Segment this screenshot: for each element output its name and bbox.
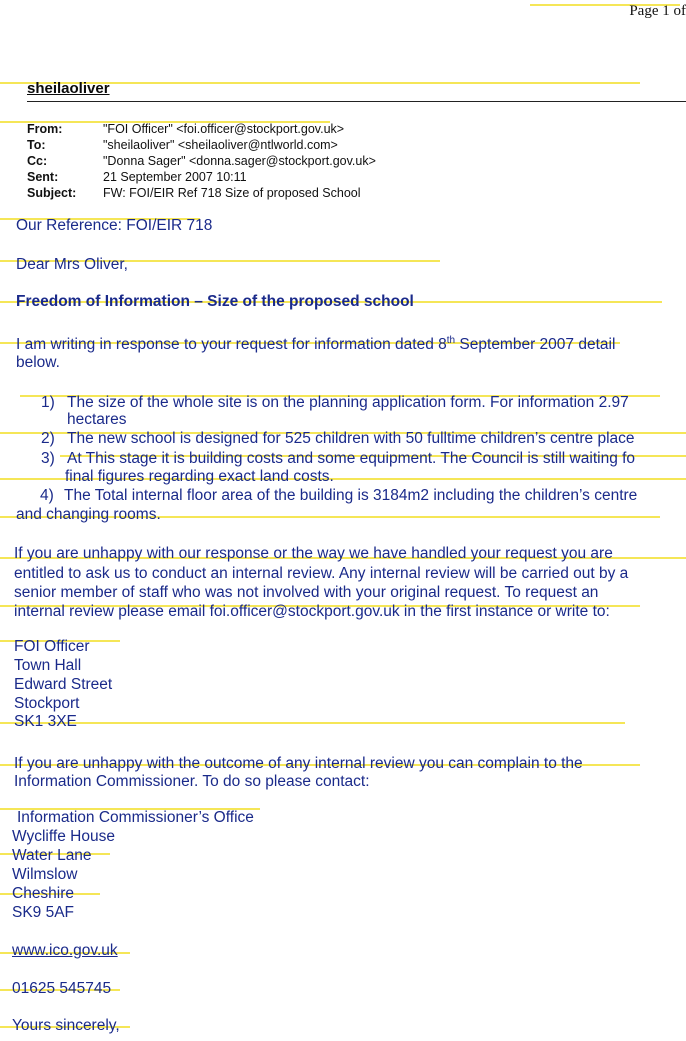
review-line: If you are unhappy with our response or the way we have handled your request you are [14, 545, 613, 562]
list-item-number: 1) [41, 394, 55, 411]
phone-number: 01625 545745 [12, 980, 112, 997]
list-item-number: 4) [40, 487, 54, 504]
complaint-line: If you are unhappy with the outcome of any internal review you can complain to the [14, 755, 583, 772]
to-label: To: [27, 138, 46, 152]
subject-value: FW: FOI/EIR Ref 718 Size of proposed School [103, 186, 361, 200]
review-line: internal review please email foi.officer@stockport.gov.uk in the first instance or write to: [14, 603, 610, 620]
address-line: Water Lane [12, 847, 92, 864]
intro-superscript: th [446, 334, 456, 346]
list-item: At This stage it is building costs and some equipment. The Council is still waiting fo [67, 450, 636, 467]
address-line: SK9 5AF [12, 904, 75, 921]
reference-line: Our Reference: FOI/EIR 718 [16, 217, 213, 234]
intro-line-1 [16, 336, 615, 354]
salutation: Dear Mrs Oliver, [16, 256, 128, 273]
intro-line-2: below. [16, 354, 60, 371]
letter-heading: Freedom of Information – Size of the proposed school [16, 293, 414, 310]
address-line: Stockport [14, 695, 80, 712]
from-label: From: [27, 122, 63, 136]
cc-value: "Donna Sager" <donna.sager@stockport.gov.uk> [103, 154, 376, 168]
list-item-number: 2) [41, 430, 55, 447]
address-line: Edward Street [14, 676, 113, 693]
list-item-continuation: hectares [67, 411, 127, 428]
review-line: senior member of staff who was not involved with your original request. To request an [14, 584, 599, 601]
list-item: The new school is designed for 525 children with 50 fulltime children’s centre place [67, 430, 635, 447]
cc-label: Cc: [27, 154, 48, 168]
address-line: FOI Officer [14, 638, 90, 655]
review-line: entitled to ask us to conduct an internal review. Any internal review will be carried out by a [14, 565, 629, 582]
list-item: The size of the whole site is on the planning application form. For information 2.97 [67, 394, 629, 411]
subject-label: Subject: [27, 186, 77, 200]
intro-text-b: September 2007 detail [455, 336, 616, 353]
header-rule [27, 101, 686, 102]
address-line: Town Hall [14, 657, 82, 674]
sent-value: 21 September 2007 10:11 [103, 170, 247, 184]
sender-name: sheilaoliver [27, 80, 110, 97]
from-value: "FOI Officer" <foi.officer@stockport.gov.uk> [103, 122, 345, 136]
address-line: Wilmslow [12, 866, 78, 883]
intro-text-a: I am writing in response to your request for information dated 8 [16, 336, 447, 353]
website-link[interactable]: www.ico.gov.uk [12, 942, 118, 959]
list-item-continuation: final figures regarding exact land costs. [65, 468, 334, 485]
address-line: SK1 3XE [14, 713, 77, 730]
closing: Yours sincerely, [12, 1017, 120, 1034]
to-value: "sheilaoliver" <sheilaoliver@ntlworld.com> [103, 138, 338, 152]
page-number: Page 1 of [629, 3, 686, 19]
list-item-continuation: and changing rooms. [16, 506, 161, 523]
sent-label: Sent: [27, 170, 59, 184]
address-line: Information Commissioner’s Office [17, 809, 254, 826]
list-item: The Total internal floor area of the building is 3184m2 including the children’s centre [64, 487, 638, 504]
complaint-line: Information Commissioner. To do so please contact: [14, 773, 370, 790]
address-line: Cheshire [12, 885, 75, 902]
list-item-number: 3) [41, 450, 55, 467]
address-line: Wycliffe House [12, 828, 115, 845]
